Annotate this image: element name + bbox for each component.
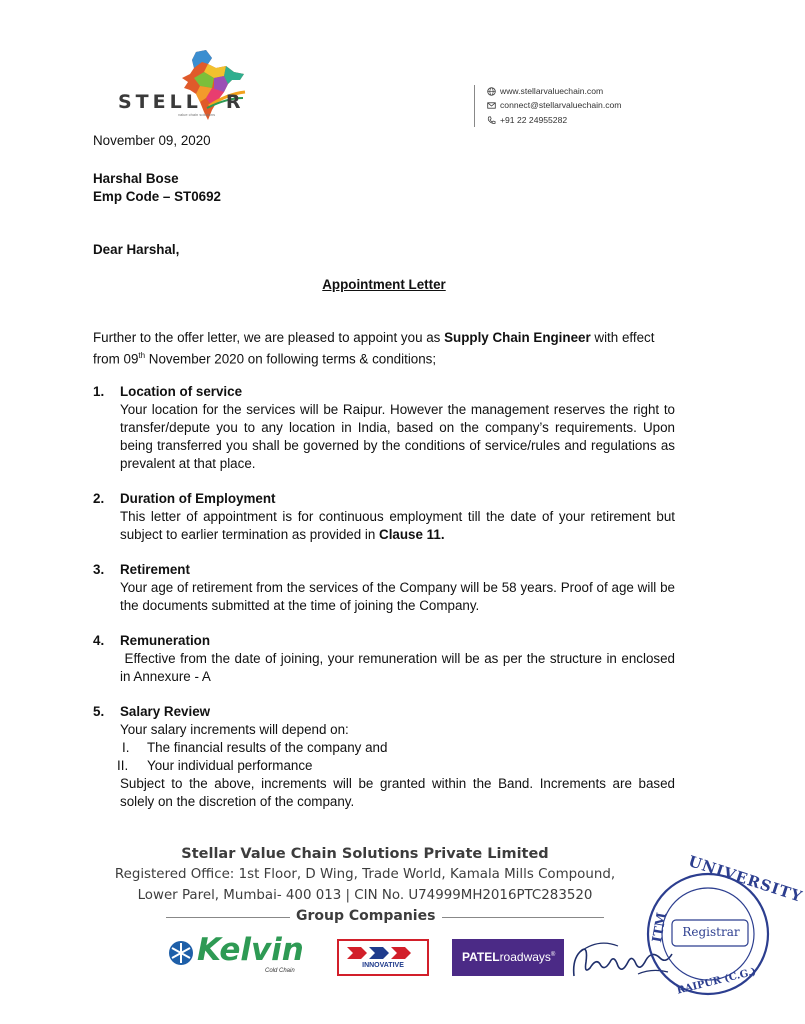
section-5-body: Your salary increments will depend on: <box>120 722 349 737</box>
stamp-bottom-text: RAIPUR (C.G.) <box>675 966 758 997</box>
section-2-body: This letter of appointment is for continuous employment till the date of your retirement but subject to earlier termination as provided in Clause 11. <box>120 509 675 542</box>
section-5-number: 5. <box>93 704 105 719</box>
header-divider <box>474 85 475 127</box>
email-contact[interactable] <box>487 100 621 110</box>
section-4-number: 4. <box>93 633 105 648</box>
phone-icon <box>487 116 496 125</box>
company-logo <box>112 50 252 130</box>
section-2-title: Duration of Employment <box>120 491 276 506</box>
group-companies-label: Group Companies <box>296 908 436 924</box>
list-item-text: The financial results of the company and <box>147 740 388 755</box>
section-1-body: Your location for the services will be Raipur. However the management reserves the right to transfer/depute you to any location in India, based on the company’s requirements. Upon being transferred you shall be governed by the conditions of service/rules and regulations as prevalent at that place. <box>120 402 675 471</box>
globe-icon <box>487 87 496 96</box>
intro-line-2: from 09th November 2020 on following terms & conditions; <box>93 351 437 367</box>
list-item-text: Your individual performance <box>147 758 313 773</box>
salutation: Dear Harshal, <box>93 242 180 257</box>
section-3-number: 3. <box>93 562 105 577</box>
phone-contact[interactable] <box>487 115 567 125</box>
intro-paragraph <box>93 329 675 368</box>
kelvin-text: Kelvin <box>197 932 304 968</box>
kelvin-subtext: Cold Chain <box>265 968 295 974</box>
list-item-number: II. <box>117 758 129 773</box>
footer-address-1: Registered Office: 1st Floor, D Wing, Trade World, Kamala Mills Compound, <box>114 867 616 882</box>
logo-tagline: value chain solutions <box>178 112 216 117</box>
section-2-number: 2. <box>93 491 105 506</box>
letter-subject <box>0 276 768 294</box>
stamp-left-text: ITM <box>650 911 671 944</box>
snowflake-globe-icon <box>167 939 195 967</box>
section-1-number: 1. <box>93 384 105 399</box>
section-1-title: Location of service <box>120 384 243 399</box>
subject-text: Appointment Letter <box>322 277 446 292</box>
innovative-text: INNOVATIVE <box>362 962 404 969</box>
patel-roadways-logo <box>452 939 564 976</box>
employee-code: Emp Code – ST0692 <box>93 189 222 204</box>
kelvin-logo <box>167 932 317 980</box>
footer-divider-left <box>166 917 290 918</box>
arrows-icon <box>347 945 421 961</box>
section-4-body: Effective from the date of joining, your remuneration will be as per the structure in enclosed in Annexure - A <box>120 651 679 684</box>
stamp-center-text: Registrar <box>682 925 740 939</box>
section-3-title: Retirement <box>120 562 190 577</box>
website-contact[interactable] <box>487 86 603 96</box>
envelope-icon <box>487 101 496 110</box>
recipient-name: Harshal Bose <box>93 171 179 186</box>
list-item-number: I. <box>122 740 130 755</box>
email-text: connect@stellarvaluechain.com <box>500 100 622 110</box>
intro-line-1: Further to the offer letter, we are pleased to appoint you as Supply Chain Engineer with effect <box>93 330 655 345</box>
section-5-after: Subject to the above, increments will be granted within the Band. Increments are based solely on the discretion of the company. <box>120 776 675 809</box>
footer-divider-right <box>442 917 604 918</box>
section-3-body: Your age of retirement from the services of the Company will be 58 years. Proof of age will be the documents submitted at the time of joining the Company. <box>120 580 675 613</box>
university-stamp <box>642 852 805 1004</box>
innovative-logo <box>337 939 429 976</box>
stamp-top-text: UNIVERSITY <box>686 852 805 906</box>
role-text: Supply Chain Engineer <box>444 330 591 345</box>
footer-company: Stellar Value Chain Solutions Private Limited <box>181 846 549 862</box>
phone-text: +91 22 24955282 <box>500 115 568 125</box>
section-5-title: Salary Review <box>120 704 211 719</box>
section-4-title: Remuneration <box>120 633 211 648</box>
clause-reference: Clause 11. <box>379 527 445 542</box>
letter-date: November 09, 2020 <box>93 133 211 148</box>
footer-address-2: Lower Parel, Mumbai- 400 013 | CIN No. U74999MH2016PTC283520 <box>137 888 593 903</box>
website-text: www.stellarvaluechain.com <box>500 86 604 96</box>
patel-text: PATELroadways® <box>462 950 556 964</box>
logo-text: STELL R <box>118 91 241 113</box>
